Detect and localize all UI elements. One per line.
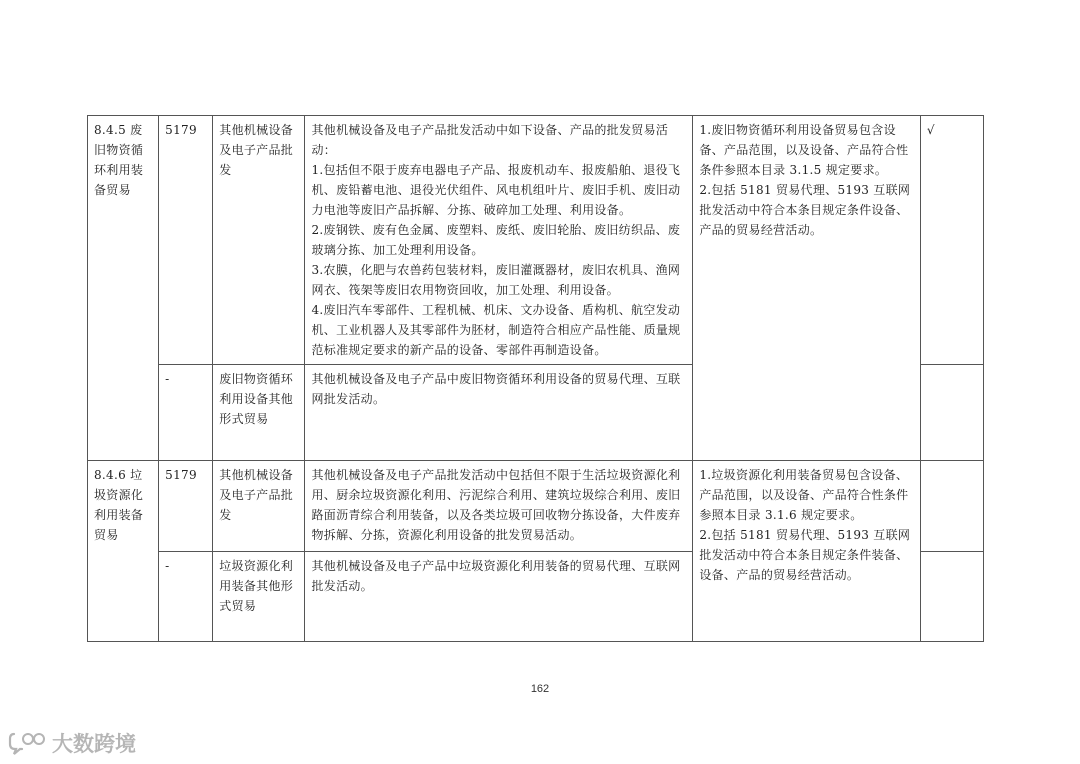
note-paragraph: 2.包括 5181 贸易代理、5193 互联网批发活动中符合本条目规定条件设备、产品的贸易经营活动。 xyxy=(699,183,911,237)
table-row xyxy=(88,461,984,552)
activity-description xyxy=(305,116,693,365)
industry-name: 其他机械设备及电子产品批发 xyxy=(213,461,305,552)
industry-code: - xyxy=(159,365,213,461)
description-paragraph: 其他机械设备及电子产品批发活动中如下设备、产品的批发贸易活动： xyxy=(311,123,669,157)
check-mark xyxy=(920,461,983,552)
section-title: 8.4.6 垃圾资源化利用装备贸易 xyxy=(88,461,159,642)
description-paragraph: 3.农膜，化肥与农兽药包装材料，废旧灌溉器材，废旧农机具、渔网网衣、筏架等废旧农用物资回收，加工处理、利用设备。 xyxy=(311,263,681,297)
industry-code: 5179 xyxy=(159,116,213,365)
industry-code: 5179 xyxy=(159,461,213,552)
watermark xyxy=(8,728,136,758)
watermark-text: 大数跨境 xyxy=(52,732,136,756)
industry-name: 废旧物资循环利用设备其他形式贸易 xyxy=(213,365,305,461)
description-paragraph: 其他机械设备及电子产品中废旧物资循环利用设备的贸易代理、互联网批发活动。 xyxy=(311,372,681,406)
note-paragraph: 2.包括 5181 贸易代理、5193 互联网批发活动中符合本条目规定条件装备、设备、产品的贸易经营活动。 xyxy=(699,528,911,582)
notes xyxy=(693,116,921,461)
activity-description xyxy=(305,365,693,461)
empty-cell xyxy=(920,552,983,642)
industry-name: 其他机械设备及电子产品批发 xyxy=(213,116,305,365)
page-number: 162 xyxy=(530,683,550,695)
note-paragraph: 1.垃圾资源化利用装备贸易包含设备、产品范围，以及设备、产品符合性条件参照本目录 3.1.6 规定要求。 xyxy=(699,468,909,522)
activity-description xyxy=(305,461,693,552)
check-mark: √ xyxy=(920,116,983,365)
empty-cell xyxy=(920,365,983,461)
activity-description xyxy=(305,552,693,642)
description-paragraph: 1.包括但不限于废弃电器电子产品、报废机动车、报废船舶、退役飞机、废铅蓄电池、退役光伏组件、风电机组叶片、废旧手机、废旧动力电池等废旧产品拆解、分拣、破碎加工处理、利用设备。 xyxy=(311,163,681,217)
description-paragraph: 其他机械设备及电子产品批发活动中包括但不限于生活垃圾资源化利用、厨余垃圾资源化利用、污泥综合利用、建筑垃圾综合利用、废旧路面沥青综合利用装备，以及各类垃圾可回收物分拣设备，大件废弃物拆解、分拣，资源化利用设备的批发贸易活动。 xyxy=(311,468,681,542)
chat-bubble-logo-icon xyxy=(8,730,48,756)
description-paragraph: 2.废钢铁、废有色金属、废塑料、废纸、废旧轮胎、废旧纺织品、废玻璃分拣、加工处理利用设备。 xyxy=(311,223,681,257)
catalog-table xyxy=(87,115,984,642)
industry-name: 垃圾资源化利用装备其他形式贸易 xyxy=(213,552,305,642)
section-title: 8.4.5 废旧物资循环利用装备贸易 xyxy=(88,116,159,461)
industry-code: - xyxy=(159,552,213,642)
description-paragraph: 4.废旧汽车零部件、工程机械、机床、文办设备、盾构机、航空发动机、工业机器人及其零部件为胚材，制造符合相应产品性能、质量规范标准规定要求的新产品的设备、零部件再制造设备。 xyxy=(311,303,681,357)
notes xyxy=(693,461,921,642)
description-paragraph: 其他机械设备及电子产品中垃圾资源化利用装备的贸易代理、互联网批发活动。 xyxy=(311,559,681,593)
table-row xyxy=(88,116,984,365)
note-paragraph: 1.废旧物资循环利用设备贸易包含设备、产品范围，以及设备、产品符合性条件参照本目录 3.1.5 规定要求。 xyxy=(699,123,909,177)
